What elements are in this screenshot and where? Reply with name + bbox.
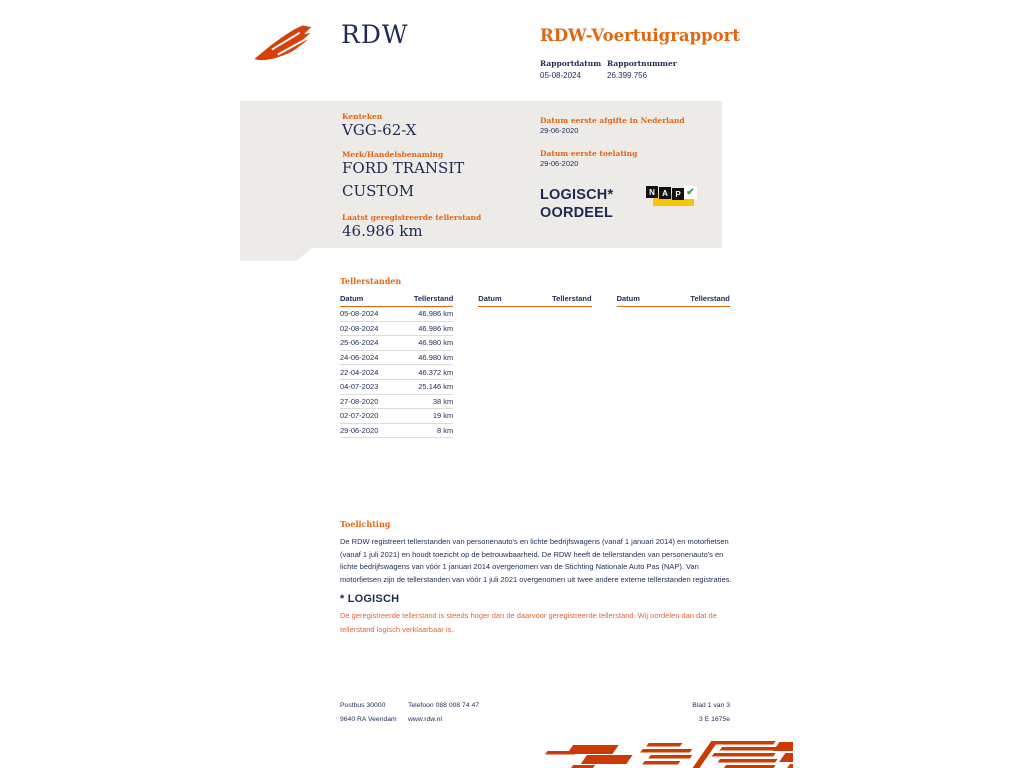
row-datum: 02-08-2024 bbox=[340, 323, 379, 333]
eerste-toelating-value: 29-06-2020 bbox=[540, 159, 579, 168]
row-datum: 02-07-2020 bbox=[340, 411, 379, 421]
footer-contact bbox=[408, 699, 692, 727]
meter-column-3-header bbox=[617, 294, 730, 307]
report-number bbox=[607, 59, 677, 80]
row-datum: 05-08-2024 bbox=[340, 309, 379, 319]
row-datum: 22-04-2024 bbox=[340, 367, 379, 377]
footer-phone: Telefoon 088 008 74 47 bbox=[408, 702, 480, 709]
table-row bbox=[340, 409, 453, 424]
oordeel-text bbox=[540, 186, 613, 222]
meter-column-2 bbox=[478, 294, 591, 438]
rdw-logo bbox=[253, 20, 409, 66]
meter-column-1 bbox=[340, 294, 453, 438]
col-datum-header: Datum bbox=[478, 294, 502, 303]
rdw-stripes-decoration-icon bbox=[545, 738, 793, 768]
row-datum: 24-06-2024 bbox=[340, 353, 379, 363]
row-datum: 29-06-2020 bbox=[340, 426, 379, 436]
nap-checkmark-icon: ✔ bbox=[684, 186, 697, 199]
table-row bbox=[340, 424, 453, 439]
row-tellerstand: 46.372 km bbox=[418, 367, 454, 377]
table-row bbox=[340, 351, 453, 366]
row-tellerstand: 46.986 km bbox=[418, 309, 454, 319]
col-datum-header: Datum bbox=[340, 294, 364, 303]
nap-letter-p: P bbox=[672, 188, 684, 200]
rdw-logo-text: RDW bbox=[341, 20, 409, 49]
row-datum: 25-06-2024 bbox=[340, 338, 379, 348]
laatste-tellerstand-value: 46.986 km bbox=[342, 222, 423, 240]
meter-column-1-header bbox=[340, 294, 453, 307]
kenteken-value: VGG-62-X bbox=[342, 121, 417, 139]
table-row bbox=[340, 322, 453, 337]
footer-meta bbox=[692, 699, 730, 727]
footer-website-link[interactable]: www.rdw.nl bbox=[408, 716, 442, 723]
summary-box-tail bbox=[240, 248, 312, 261]
row-tellerstand: 8 km bbox=[437, 426, 454, 436]
toelichting-body: De RDW registreert tellerstanden van personenauto's en lichte bedrijfswagens (vanaf 1 januari 2014) en motorfietsen (vanaf 1 juli 2021) en houdt toezicht op de betrouwbaarheid. De RDW heeft de tellerstanden van personenauto's en lichte bedrijfswagens van vóór 1 januari 2014 overgenomen van de Stichting Nationale Auto Pas (NAP). Van motorfietsen zijn de tellerstanden van vóór 1 juli 2021 overgenomen uit twee andere externe tellerstanden registraties. bbox=[340, 537, 732, 584]
col-tellerstand-header: Tellerstand bbox=[552, 294, 592, 303]
page-footer bbox=[340, 699, 730, 727]
footer-page-number: Blad 1 van 3 bbox=[692, 702, 730, 709]
merk-value-line1: FORD TRANSIT bbox=[342, 159, 465, 177]
row-tellerstand: 46.980 km bbox=[418, 353, 454, 363]
report-date bbox=[540, 59, 607, 80]
table-row bbox=[340, 365, 453, 380]
toelichting-section bbox=[340, 519, 733, 636]
report-date-value: 05-08-2024 bbox=[540, 71, 581, 80]
report-number-label: Rapportnummer bbox=[607, 59, 677, 68]
toelichting-title: Toelichting bbox=[340, 519, 391, 529]
table-row bbox=[340, 307, 453, 322]
row-datum: 04-07-2023 bbox=[340, 382, 379, 392]
rdw-bird-icon bbox=[253, 20, 333, 66]
merk-value bbox=[342, 157, 464, 202]
table-row bbox=[340, 380, 453, 395]
laatste-tellerstand-label: Laatst geregistreerde tellerstand bbox=[342, 213, 482, 222]
row-tellerstand: 46.986 km bbox=[418, 323, 454, 333]
tellerstanden-title: Tellerstanden bbox=[340, 276, 402, 286]
row-tellerstand: 38 km bbox=[432, 396, 454, 406]
oordeel-line2: OORDEEL bbox=[540, 205, 614, 221]
row-tellerstand: 19 km bbox=[432, 411, 454, 421]
report-number-value: 26.399.756 bbox=[607, 71, 648, 80]
kenteken-label: Kenteken bbox=[342, 112, 383, 121]
logisch-body: De geregistreerde tellerstand is steeds hoger dan de daarvoor geregistreerde tellerstand. Wij oordelen dan dat de tellerstand logisch verklaarbaar is. bbox=[340, 611, 717, 634]
col-tellerstand-header: Tellerstand bbox=[690, 294, 730, 303]
nap-letter-a: A bbox=[659, 187, 671, 199]
footer-address-line1: Postbus 30000 bbox=[340, 702, 386, 709]
table-row bbox=[340, 336, 453, 351]
report-date-label: Rapportdatum bbox=[540, 59, 602, 68]
col-datum-header: Datum bbox=[616, 294, 640, 303]
logisch-heading: * LOGISCH bbox=[340, 593, 400, 606]
eerste-toelating-label: Datum eerste toelating bbox=[540, 149, 638, 158]
tellerstanden-section bbox=[340, 276, 730, 438]
table-row bbox=[340, 395, 453, 410]
nap-letter-n: N bbox=[646, 186, 658, 198]
footer-address-line2: 9640 RA Veendam bbox=[340, 716, 397, 723]
eerste-afgifte-label: Datum eerste afgifte in Nederland bbox=[540, 116, 685, 125]
page-title: RDW-Voertuigrapport bbox=[540, 26, 740, 45]
eerste-afgifte-value: 29-06-2020 bbox=[540, 126, 579, 135]
meter-rows bbox=[340, 307, 453, 438]
row-datum: 27-08-2020 bbox=[340, 396, 379, 406]
oordeel-line1: LOGISCH* bbox=[540, 187, 614, 203]
footer-doc-code: 3 E 1675e bbox=[699, 716, 730, 723]
report-title-block bbox=[540, 26, 780, 80]
footer-address bbox=[340, 699, 408, 727]
row-tellerstand: 25.146 km bbox=[418, 382, 454, 392]
col-tellerstand-header: Tellerstand bbox=[413, 294, 454, 303]
nap-logo bbox=[646, 185, 698, 208]
merk-label: Merk/Handelsbenaming bbox=[342, 150, 444, 159]
merk-value-line2: CUSTOM bbox=[342, 181, 415, 200]
meter-column-2-header bbox=[478, 294, 591, 307]
vehicle-summary-box bbox=[240, 101, 722, 248]
row-tellerstand: 46.980 km bbox=[418, 338, 454, 348]
meter-column-3 bbox=[617, 294, 730, 438]
